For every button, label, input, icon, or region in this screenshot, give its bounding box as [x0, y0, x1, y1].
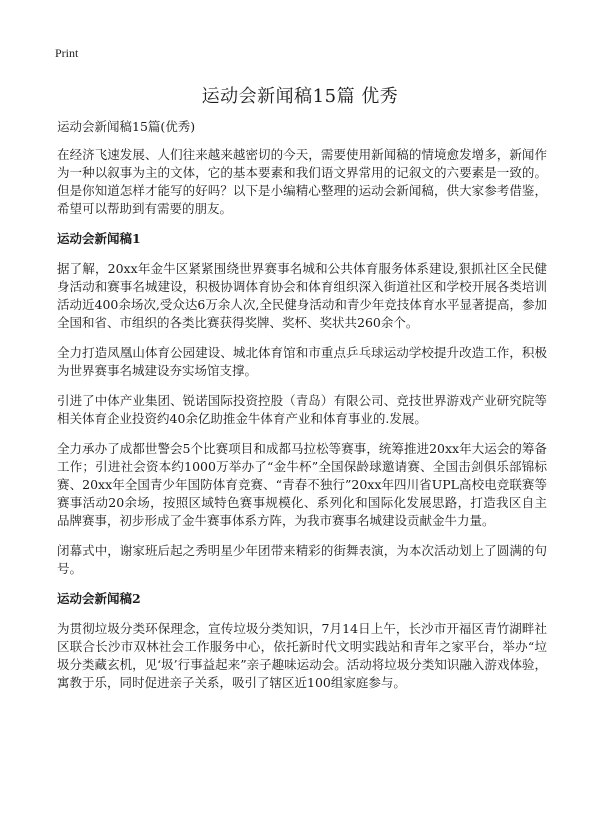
intro-paragraph: 在经济飞速发展、人们往来越来越密切的今天，需要使用新闻稿的情境愈发增多，新闻作为一种以叙事为主的文体，它的基本要素和我们语文界常用的记叙文的六要素是一致的。但是你知道怎样才能写的好吗？以下是小编精心整理的运动会新闻稿，供大家参考借鉴，希望可以帮助到有需要的朋友。: [57, 147, 547, 216]
page-title: 运动会新闻稿15篇 优秀: [201, 86, 399, 107]
section-1-paragraph: 引进了中体产业集团、锐诺国际投资控股（青岛）有限公司、竞技世界游戏产业研究院等相关体育企业投资约40余亿助推金牛体育产业和体育事业的.发展。: [57, 393, 547, 426]
article-body: [57, 118, 547, 704]
section-1-paragraph: 全力打造凤凰山体育公园建设、城北体育馆和市重点乒乓球运动学校提升改造工作，积极为世界赛事名城建设夯实场馆支撑。: [57, 345, 547, 378]
section-heading-2: 运动会新闻稿2: [57, 591, 141, 606]
section-1-paragraph: 全力承办了成都世警会5个比赛项目和成都马拉松等赛事，统筹推进20xx年大运会的筹备工作；引进社会资本约1000万举办了“金牛杯”全国保龄球邀请赛、全国击剑俱乐部锦标赛、20xx年全国青少年国防体育竞赛、“青春不独行”20xx年四川省UPL高校电竞联赛等赛事活动20余场，按照区域特色赛事规模化、系列化和国际化发展思路，打造我区自主品牌赛事，初步形成了金牛赛事体系方阵，为我市赛事名城建设贡献金牛力量。: [57, 441, 547, 528]
article-subtitle: 运动会新闻稿15篇(优秀): [57, 119, 196, 134]
print-link[interactable]: Print: [55, 46, 79, 60]
section-1-paragraph: 闭幕式中，谢家班后起之秀明星少年团带来精彩的街舞表演，为本次活动划上了圆满的句号。: [57, 543, 547, 576]
section-1-paragraph: 据了解，20xx年金牛区紧紧围绕世界赛事名城和公共体育服务体系建设,狠抓社区全民健身活动和赛事名城建设，积极协调体育协会和体育组织深入街道社区和学校开展各类培训活动近400余场次,受众达6万余人次,全民健身活动和青少年竞技体育水平显著提高，参加全国和省、市组织的各类比赛获得奖牌、奖杯、奖状共260余个。: [57, 261, 547, 330]
section-2-paragraph: 为贯彻垃圾分类环保理念，宣传垃圾分类知识，7月14日上午，长沙市开福区青竹湖畔社区联合长沙市双林社会工作服务中心，依托新时代文明实践站和青年之家平台，举办“垃圾分类藏玄机，见‘圾’行事益起来”亲子趣味运动会。活动将垃圾分类知识融入游戏体验，寓教于乐，同时促进亲子关系，吸引了辖区近100组家庭参与。: [57, 621, 547, 690]
section-heading-1: 运动会新闻稿1: [57, 231, 141, 246]
